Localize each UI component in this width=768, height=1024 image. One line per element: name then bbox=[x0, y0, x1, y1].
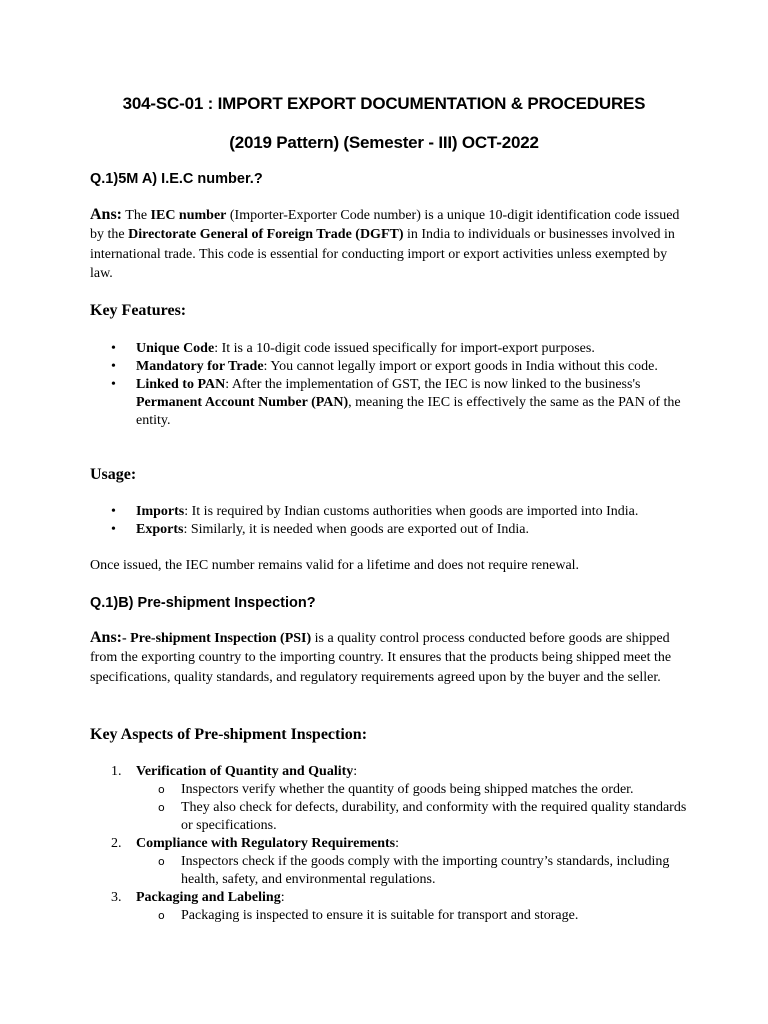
iec-closing-paragraph: Once issued, the IEC number remains valid for a lifetime and does not require renewal. bbox=[90, 558, 580, 573]
circle-bullet-icon: o bbox=[158, 855, 165, 868]
list-item-label: Linked to PAN bbox=[136, 377, 226, 392]
answer-bold-term: - Pre-shipment Inspection (PSI) bbox=[122, 631, 312, 646]
list-item-text: : It is a 10-digit code issued specifically for import-export purposes. bbox=[214, 341, 595, 356]
list-item-text: : It is required by Indian customs authorities when goods are imported into India. bbox=[184, 504, 639, 519]
usage-heading: Usage: bbox=[90, 466, 137, 483]
list-item-label: Imports bbox=[136, 504, 185, 519]
sub-list-item bbox=[136, 907, 690, 925]
answer-text: in India to individuals or businesses involved in international trade. This code is essential for conducting import or export activities unless exempted by law. bbox=[90, 227, 675, 282]
list-item bbox=[90, 503, 690, 521]
circle-bullet-icon: o bbox=[158, 783, 165, 796]
answer-text: is a quality control process conducted before goods are shipped from the exporting country to the importing country. It ensures that the products being shipped meet the specifications, quality standards, and regulatory requirements agreed upon by the buyer and the seller. bbox=[90, 631, 672, 685]
list-item-colon: : bbox=[353, 764, 358, 779]
sub-list-item bbox=[136, 853, 690, 889]
list-item-label: Mandatory for Trade bbox=[136, 359, 264, 374]
bullet-icon: • bbox=[111, 522, 116, 537]
key-aspects-heading: Key Aspects of Pre-shipment Inspection: bbox=[90, 726, 368, 743]
circle-bullet-icon: o bbox=[158, 909, 165, 922]
answer-text: (Importer-Exporter Code number) is a unique 10-digit identification code issued by the bbox=[90, 208, 680, 243]
list-item bbox=[90, 376, 690, 430]
sub-list-item-text: Packaging is inspected to ensure it is suitable for transport and storage. bbox=[181, 908, 579, 923]
circle-bullet-icon: o bbox=[158, 801, 165, 814]
list-item-label: Compliance with Regulatory Requirements bbox=[136, 836, 396, 851]
list-item bbox=[90, 763, 690, 835]
list-item bbox=[90, 521, 690, 539]
sub-list bbox=[136, 907, 690, 925]
bullet-icon: • bbox=[111, 341, 116, 356]
sub-list-item bbox=[136, 781, 690, 799]
sub-list-item-text: Inspectors verify whether the quantity of goods being shipped matches the order. bbox=[181, 782, 634, 797]
sub-list-item-text: Inspectors check if the goods comply with the importing country’s standards, including health, safety, and environmental regulations. bbox=[181, 854, 670, 887]
list-number: 3. bbox=[111, 890, 122, 905]
question-1a-heading: Q.1)5M A) I.E.C number.? bbox=[90, 171, 263, 187]
list-item bbox=[90, 835, 690, 889]
list-item-text: , meaning the IEC is effectively the same as the PAN of the entity. bbox=[136, 395, 681, 428]
question-1b-answer bbox=[90, 628, 680, 687]
list-item-label: Verification of Quantity and Quality bbox=[136, 764, 354, 779]
list-number: 2. bbox=[111, 836, 122, 851]
answer-text: The bbox=[122, 208, 151, 223]
bullet-icon: • bbox=[111, 359, 116, 374]
list-item-colon: : bbox=[395, 836, 399, 851]
list-item-text: : After the implementation of GST, the IEC is now linked to the business's bbox=[225, 377, 641, 392]
document-title-line-1: 304-SC-01 : IMPORT EXPORT DOCUMENTATION & PROCEDURES bbox=[122, 94, 646, 113]
answer-label: Ans: bbox=[90, 206, 123, 223]
answer-label: Ans: bbox=[90, 629, 123, 646]
list-item bbox=[90, 358, 690, 376]
key-features-list bbox=[90, 340, 690, 430]
question-1a-answer bbox=[90, 205, 680, 284]
question-1b-heading: Q.1)B) Pre-shipment Inspection? bbox=[90, 595, 316, 611]
list-item-bold-term: Permanent Account Number (PAN) bbox=[136, 395, 349, 410]
bullet-icon: • bbox=[111, 504, 116, 519]
answer-bold-term: IEC number bbox=[150, 208, 227, 223]
sub-list-item bbox=[136, 799, 690, 835]
bullet-icon: • bbox=[111, 377, 116, 392]
document-title-line-2: (2019 Pattern) (Semester - III) OCT-2022 bbox=[229, 133, 539, 152]
key-aspects-list bbox=[90, 763, 690, 925]
list-item-label: Unique Code bbox=[136, 341, 215, 356]
list-number: 1. bbox=[111, 764, 122, 779]
list-item bbox=[90, 889, 690, 925]
usage-list bbox=[90, 503, 690, 539]
answer-bold-term: Directorate General of Foreign Trade (DGFT) bbox=[128, 227, 404, 243]
list-item bbox=[90, 340, 690, 358]
list-item-label: Exports bbox=[136, 522, 184, 537]
key-features-heading: Key Features: bbox=[90, 302, 187, 319]
list-item-label: Packaging and Labeling bbox=[136, 890, 281, 905]
sub-list bbox=[136, 781, 690, 835]
list-item-text: : Similarly, it is needed when goods are exported out of India. bbox=[183, 522, 529, 537]
list-item-colon: : bbox=[280, 890, 285, 905]
sub-list bbox=[136, 853, 690, 889]
list-item-text: : You cannot legally import or export goods in India without this code. bbox=[263, 359, 658, 374]
sub-list-item-text: They also check for defects, durability, and conformity with the required quality standards or specifications. bbox=[181, 800, 687, 833]
